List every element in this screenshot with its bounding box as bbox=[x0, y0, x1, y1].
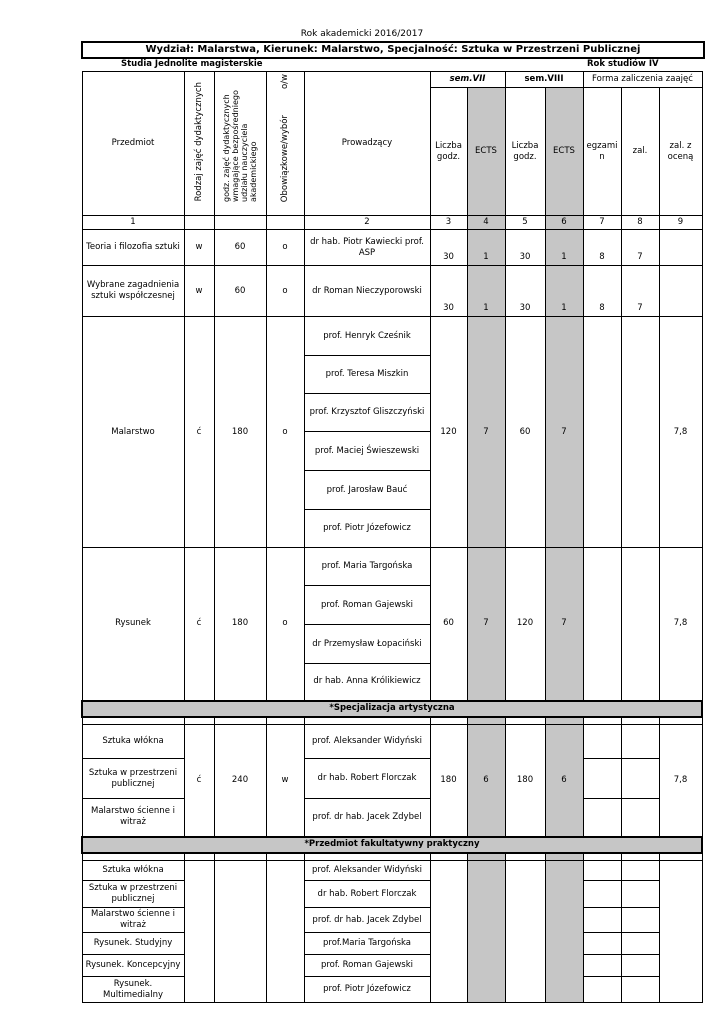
section-heading: *Specjalizacja artystyczna bbox=[82, 701, 702, 717]
type-cell: ć bbox=[184, 725, 214, 837]
subject-cell: Teoria i filozofia sztuki bbox=[82, 230, 184, 266]
pass-cell bbox=[621, 759, 659, 799]
pass-cell bbox=[621, 317, 659, 548]
header-sem7: sem.VII bbox=[430, 72, 505, 88]
spacer-cell bbox=[621, 853, 659, 861]
teacher-cell: prof. Jarosław Bauć bbox=[304, 471, 430, 510]
teacher-cell: prof. Aleksander Widyński bbox=[304, 725, 430, 759]
hours-cell: 240 bbox=[214, 725, 266, 837]
spacer-cell bbox=[659, 717, 702, 725]
spacer-cell bbox=[583, 717, 621, 725]
exam-cell bbox=[583, 908, 621, 933]
spacer-cell bbox=[545, 853, 583, 861]
ects-8-cell: 7 bbox=[545, 317, 583, 548]
hours-cell bbox=[214, 861, 266, 1003]
exam-cell bbox=[583, 881, 621, 908]
col-num: 4 bbox=[467, 216, 505, 230]
ects-8-cell: 7 bbox=[545, 548, 583, 701]
table-row bbox=[82, 759, 702, 799]
hours-8-cell: 30 bbox=[505, 266, 545, 317]
spacer-cell bbox=[304, 853, 430, 861]
ow-cell bbox=[266, 861, 304, 1003]
type-cell: ć bbox=[184, 548, 214, 701]
section-heading: *Przedmiot fakultatywny praktyczny bbox=[82, 837, 702, 853]
header-hours-8: Liczba godz. bbox=[505, 88, 545, 216]
spacer-cell bbox=[304, 717, 430, 725]
teacher-cell: prof. dr hab. Jacek Zdybel bbox=[304, 799, 430, 837]
spacer-cell bbox=[621, 717, 659, 725]
table-row bbox=[82, 881, 702, 908]
hours-7-cell: 180 bbox=[430, 725, 467, 837]
header-mandatory-label: Obowiązkowe/wybór bbox=[280, 114, 290, 202]
col-num: 9 bbox=[659, 216, 702, 230]
spacer-cell bbox=[214, 717, 266, 725]
hours-cell: 180 bbox=[214, 317, 266, 548]
col-num bbox=[184, 216, 214, 230]
col-num: 8 bbox=[621, 216, 659, 230]
exam-cell: 8 bbox=[583, 230, 621, 266]
spacer-cell bbox=[266, 717, 304, 725]
subject-cell: Malarstwo bbox=[82, 317, 184, 548]
hours-8-cell: 180 bbox=[505, 725, 545, 837]
teacher-cell: prof. Roman Gajewski bbox=[304, 955, 430, 977]
ects-7-cell: 1 bbox=[467, 266, 505, 317]
ects-7-cell bbox=[467, 861, 505, 1003]
ects-8-cell bbox=[545, 861, 583, 1003]
subject-cell: Sztuka włókna bbox=[82, 725, 184, 759]
hours-cell: 60 bbox=[214, 266, 266, 317]
exam-cell bbox=[583, 725, 621, 759]
header-class-type: Rodzaj zajęć dydaktycznych bbox=[184, 72, 214, 216]
header-mandatory bbox=[266, 72, 304, 216]
ow-cell: o bbox=[266, 266, 304, 317]
teacher-cell: prof. Roman Gajewski bbox=[304, 586, 430, 625]
teacher-cell: prof. Piotr Józefowicz bbox=[304, 977, 430, 1003]
subject-cell: Malarstwo ścienne i witraż bbox=[82, 799, 184, 837]
subject-cell: Sztuka w przestrzeni publicznej bbox=[82, 881, 184, 908]
hours-7-cell: 30 bbox=[430, 266, 467, 317]
teacher-cell: dr hab. Piotr Kawiecki prof. ASP bbox=[304, 230, 430, 266]
exam-cell bbox=[583, 861, 621, 881]
teacher-cell: prof. Aleksander Widyński bbox=[304, 861, 430, 881]
type-cell: w bbox=[184, 230, 214, 266]
spacer-cell bbox=[82, 717, 184, 725]
hours-cell: 180 bbox=[214, 548, 266, 701]
table-row bbox=[82, 861, 702, 881]
teacher-cell: prof. Krzysztof Gliszczyński bbox=[304, 394, 430, 432]
exam-cell: 8 bbox=[583, 266, 621, 317]
hours-7-cell: 120 bbox=[430, 317, 467, 548]
hours-7-cell bbox=[430, 861, 467, 1003]
pass-cell bbox=[621, 861, 659, 881]
pass-cell bbox=[621, 725, 659, 759]
spacer-cell bbox=[505, 717, 545, 725]
pass-cell bbox=[621, 799, 659, 837]
table-row bbox=[82, 548, 702, 586]
spacer-cell bbox=[214, 853, 266, 861]
spacer-cell bbox=[430, 717, 467, 725]
teacher-cell: prof. Maciej Świeszewski bbox=[304, 432, 430, 471]
hours-8-cell: 60 bbox=[505, 317, 545, 548]
table-row bbox=[82, 725, 702, 759]
header-teacher: Prowadzący bbox=[304, 72, 430, 216]
teacher-cell: dr Przemysław Łopaciński bbox=[304, 625, 430, 664]
spacer-cell bbox=[430, 853, 467, 861]
pass-cell bbox=[621, 881, 659, 908]
ects-8-cell: 1 bbox=[545, 230, 583, 266]
ects-8-cell: 6 bbox=[545, 725, 583, 837]
grade-cell bbox=[659, 861, 702, 1003]
teacher-cell: prof. dr hab. Jacek Zdybel bbox=[304, 908, 430, 933]
pass-cell bbox=[621, 955, 659, 977]
exam-cell bbox=[583, 799, 621, 837]
ects-7-cell: 1 bbox=[467, 230, 505, 266]
col-num: 7 bbox=[583, 216, 621, 230]
header-subject: Przedmiot bbox=[82, 72, 184, 216]
header-ects-8: ECTS bbox=[545, 88, 583, 216]
header-hours-7: Liczba godz. bbox=[430, 88, 467, 216]
table-row bbox=[82, 266, 702, 317]
spacer-cell bbox=[467, 717, 505, 725]
teacher-cell: prof. Henryk Cześnik bbox=[304, 317, 430, 356]
pass-cell bbox=[621, 908, 659, 933]
teacher-cell: dr hab. Anna Królikiewicz bbox=[304, 664, 430, 701]
exam-cell bbox=[583, 933, 621, 955]
teacher-cell: dr Roman Nieczyporowski bbox=[304, 266, 430, 317]
table-row bbox=[82, 977, 702, 1003]
subject-cell: Rysunek. Studyjny bbox=[82, 933, 184, 955]
academic-year: Rok akademicki 2016/2017 bbox=[300, 29, 424, 39]
section-row-specialization bbox=[82, 701, 702, 717]
col-num: 1 bbox=[82, 216, 184, 230]
col-num bbox=[266, 216, 304, 230]
spacer-row bbox=[82, 853, 702, 861]
pass-cell bbox=[621, 548, 659, 701]
header-assessment: Forma zaliczenia zaajęć bbox=[583, 72, 702, 88]
subject-cell: Rysunek. Koncepcyjny bbox=[82, 955, 184, 977]
spacer-cell bbox=[82, 853, 184, 861]
header-ow: o/w bbox=[280, 74, 290, 90]
section-row-elective bbox=[82, 837, 702, 853]
table-row bbox=[82, 230, 702, 266]
pass-cell bbox=[621, 977, 659, 1003]
type-cell: ć bbox=[184, 317, 214, 548]
table-row bbox=[82, 908, 702, 933]
table-row bbox=[82, 317, 702, 356]
spacer-cell bbox=[184, 717, 214, 725]
pass-cell bbox=[621, 933, 659, 955]
header-sem8: sem.VIII bbox=[505, 72, 583, 88]
study-type: Studia Jednolite magisterskie bbox=[121, 59, 263, 69]
hours-8-cell bbox=[505, 861, 545, 1003]
subject-cell: Sztuka w przestrzeni publicznej bbox=[82, 759, 184, 799]
hours-7-cell: 30 bbox=[430, 230, 467, 266]
spacer-cell bbox=[583, 853, 621, 861]
exam-cell bbox=[583, 955, 621, 977]
col-num: 5 bbox=[505, 216, 545, 230]
col-num bbox=[214, 216, 266, 230]
grade-cell: 7,8 bbox=[659, 317, 702, 548]
exam-cell bbox=[583, 548, 621, 701]
hours-cell: 60 bbox=[214, 230, 266, 266]
ects-7-cell: 7 bbox=[467, 548, 505, 701]
header-pass-grade: zal. z oceną bbox=[659, 88, 702, 216]
ow-cell: o bbox=[266, 548, 304, 701]
teacher-cell: prof. Teresa Miszkin bbox=[304, 356, 430, 394]
ects-7-cell: 7 bbox=[467, 317, 505, 548]
hours-7-cell: 60 bbox=[430, 548, 467, 701]
document-title: Wydział: Malarstwa, Kierunek: Malarstwo, Specjalność: Sztuka w Przestrzeni Publicznej bbox=[81, 41, 705, 59]
table-row bbox=[82, 955, 702, 977]
subject-cell: Wybrane zagadnienia sztuki współczesnej bbox=[82, 266, 184, 317]
teacher-cell: dr hab. Robert Florczak bbox=[304, 881, 430, 908]
col-num: 2 bbox=[304, 216, 430, 230]
header-ects-7: ECTS bbox=[467, 88, 505, 216]
ow-cell: o bbox=[266, 317, 304, 548]
ow-cell: w bbox=[266, 725, 304, 837]
header-pass: zal. bbox=[621, 88, 659, 216]
ow-cell: o bbox=[266, 230, 304, 266]
hours-8-cell: 120 bbox=[505, 548, 545, 701]
header-exam: egzami n bbox=[583, 88, 621, 216]
subject-cell: Sztuka włókna bbox=[82, 861, 184, 881]
grade-cell: 7,8 bbox=[659, 725, 702, 837]
exam-cell bbox=[583, 317, 621, 548]
subject-cell: Malarstwo ścienne i witraż bbox=[82, 908, 184, 933]
type-cell: w bbox=[184, 266, 214, 317]
grade-cell bbox=[659, 230, 702, 266]
subject-cell: Rysunek. Multimedialny bbox=[82, 977, 184, 1003]
table-row bbox=[82, 799, 702, 837]
spacer-cell bbox=[266, 853, 304, 861]
teacher-cell: dr hab. Robert Florczak bbox=[304, 759, 430, 799]
grade-cell: 7,8 bbox=[659, 548, 702, 701]
spacer-cell bbox=[659, 853, 702, 861]
pass-cell: 7 bbox=[621, 230, 659, 266]
ects-8-cell: 1 bbox=[545, 266, 583, 317]
spacer-row bbox=[82, 717, 702, 725]
spacer-cell bbox=[184, 853, 214, 861]
pass-cell: 7 bbox=[621, 266, 659, 317]
spacer-cell bbox=[505, 853, 545, 861]
ects-7-cell: 6 bbox=[467, 725, 505, 837]
teacher-cell: prof.Maria Targońska bbox=[304, 933, 430, 955]
hours-8-cell: 30 bbox=[505, 230, 545, 266]
type-cell bbox=[184, 861, 214, 1003]
header-hours-teacher: godz. zajęć dydaktycznych wmagające bezpośredniego udziału nauczyciela akademickiego bbox=[214, 72, 266, 216]
exam-cell bbox=[583, 759, 621, 799]
header-row-1 bbox=[82, 72, 702, 88]
curriculum-table bbox=[81, 71, 703, 1003]
grade-cell bbox=[659, 266, 702, 317]
teacher-cell: prof. Piotr Józefowicz bbox=[304, 510, 430, 548]
spacer-cell bbox=[467, 853, 505, 861]
subject-cell: Rysunek bbox=[82, 548, 184, 701]
spacer-cell bbox=[545, 717, 583, 725]
column-number-row bbox=[82, 216, 702, 230]
teacher-cell: prof. Maria Targońska bbox=[304, 548, 430, 586]
col-num: 3 bbox=[430, 216, 467, 230]
table-row bbox=[82, 933, 702, 955]
col-num: 6 bbox=[545, 216, 583, 230]
study-year: Rok studiów IV bbox=[587, 59, 659, 69]
exam-cell bbox=[583, 977, 621, 1003]
